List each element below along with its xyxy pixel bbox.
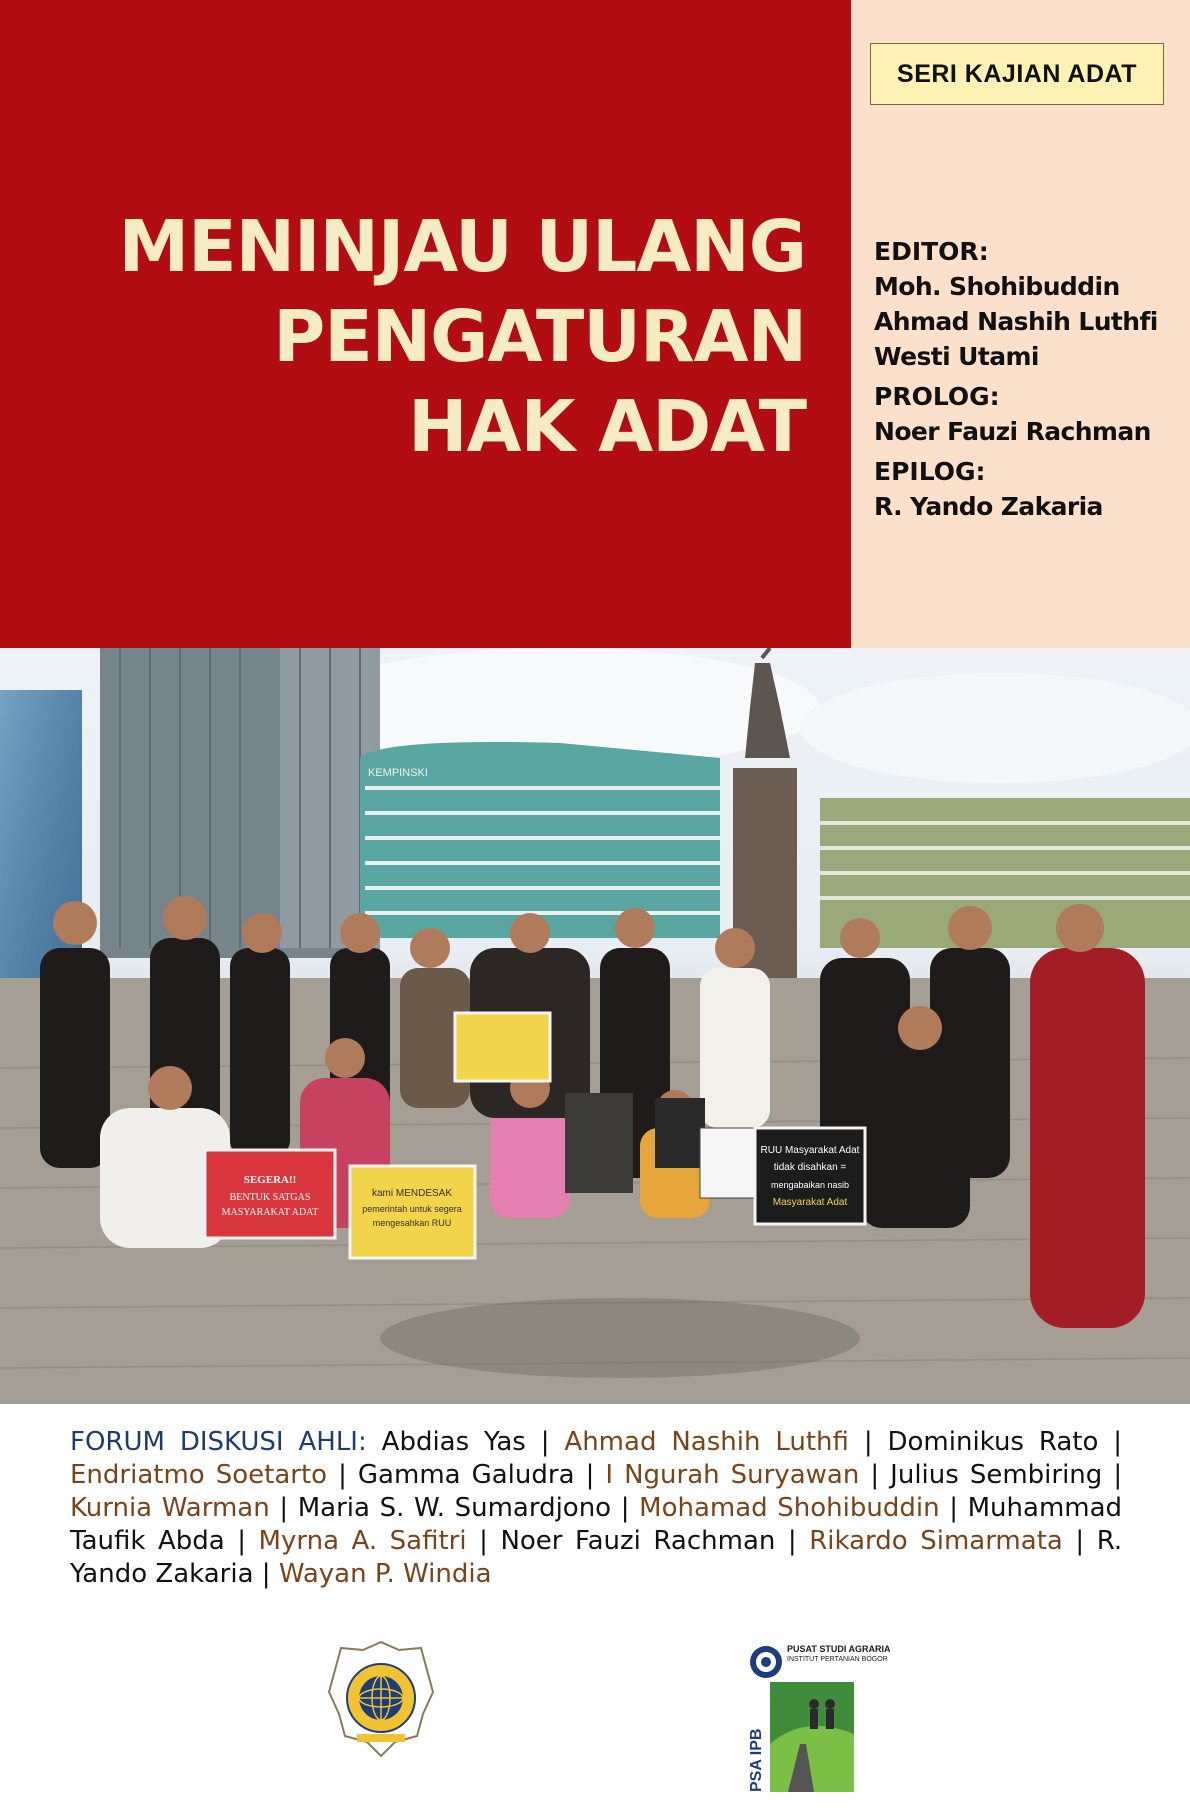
forum-expert-name: Mohamad Shohibuddin: [639, 1493, 940, 1523]
svg-text:pemerintah untuk segera: pemerintah untuk segera: [362, 1204, 462, 1214]
forum-separator: |: [1113, 1427, 1123, 1457]
series-badge: SERI KAJIAN ADAT: [870, 43, 1164, 105]
forum-expert-name: Muhammad Taufik Abda: [70, 1493, 1123, 1556]
forum-separator: |: [479, 1526, 488, 1556]
expert-forum-list: [70, 1426, 1122, 1591]
title-line-1: MENINJAU ULANG: [118, 205, 806, 288]
forum-separator: |: [338, 1460, 347, 1490]
ministry-logo: [327, 1638, 435, 1760]
editor-name: Moh. Shohibuddin: [874, 272, 1120, 301]
forum-expert-name: Abdias Yas: [381, 1427, 526, 1457]
forum-separator: |: [949, 1493, 958, 1523]
forum-expert-name: Endriatmo Soetarto: [70, 1460, 328, 1490]
svg-text:kami MENDESAK: kami MENDESAK: [371, 1188, 453, 1199]
title-block: [0, 0, 851, 648]
forum-separator: |: [787, 1526, 797, 1556]
forum-lead: FORUM DISKUSI AHLI:: [70, 1427, 367, 1457]
editor-name: Ahmad Nashih Luthfi: [874, 307, 1158, 336]
forum-separator: |: [1075, 1526, 1085, 1556]
forum-separator: |: [585, 1460, 595, 1490]
forum-expert-name: I Ngurah Suryawan: [605, 1460, 860, 1490]
forum-separator: |: [540, 1427, 550, 1457]
forum-separator: |: [261, 1559, 271, 1589]
psa-ipb-vertical-label: PSA IPB: [748, 1728, 765, 1792]
forum-expert-name: Dominikus Rato: [887, 1427, 1099, 1457]
svg-text:BENTUK SATGAS: BENTUK SATGAS: [229, 1192, 311, 1203]
forum-expert-name: Noer Fauzi Rachman: [500, 1526, 776, 1556]
epilog-author: R. Yando Zakaria: [874, 492, 1103, 521]
prolog-label: PROLOG:: [874, 382, 1000, 411]
cover-photo: [0, 648, 1190, 1404]
protest-photo-illustration: [0, 648, 1190, 1404]
svg-text:SEGERA!!: SEGERA!!: [243, 1174, 297, 1186]
title-line-3: HAK ADAT: [408, 385, 806, 468]
forum-expert-name: Gamma Galudra: [357, 1460, 575, 1490]
svg-text:MASYARAKAT ADAT: MASYARAKAT ADAT: [221, 1207, 319, 1218]
svg-text:tidak disahkan =: tidak disahkan =: [773, 1162, 847, 1173]
forum-expert-name: Kurnia Warman: [70, 1493, 270, 1523]
prolog-author: Noer Fauzi Rachman: [874, 417, 1151, 446]
svg-text:mengabaikan nasib: mengabaikan nasib: [770, 1180, 850, 1190]
forum-separator: |: [237, 1526, 246, 1556]
svg-text:mengesahkan RUU: mengesahkan RUU: [372, 1218, 452, 1228]
title-line-2: PENGATURAN: [273, 295, 806, 378]
psa-logo-subtitle: INSTITUT PERTANIAN BOGOR: [787, 1656, 888, 1663]
forum-expert-name: Myrna A. Safitri: [258, 1526, 467, 1556]
forum-expert-name: R. Yando Zakaria: [70, 1526, 1123, 1589]
epilog-label: EPILOG:: [874, 457, 986, 486]
editor-name: Westi Utami: [874, 342, 1039, 371]
forum-expert-name: Ahmad Nashih Luthfi: [564, 1427, 849, 1457]
editor-label: EDITOR:: [874, 237, 989, 266]
forum-separator: |: [863, 1427, 873, 1457]
forum-expert-name: Wayan P. Windia: [278, 1559, 492, 1589]
forum-expert-name: Julius Sembiring: [890, 1460, 1103, 1490]
forum-expert-name: Rikardo Simarmata: [809, 1526, 1063, 1556]
psa-logo-title: PUSAT STUDI AGRARIA: [787, 1644, 891, 1654]
forum-separator: |: [279, 1493, 289, 1523]
building-sign: KEMPINSKI: [368, 767, 428, 779]
forum-separator: |: [1113, 1460, 1123, 1490]
svg-text:Masyarakat Adat: Masyarakat Adat: [772, 1197, 848, 1208]
psa-ipb-logo: [744, 1644, 854, 1794]
forum-separator: |: [620, 1493, 630, 1523]
svg-text:RUU Masyarakat Adat: RUU Masyarakat Adat: [760, 1145, 860, 1156]
forum-expert-name: Maria S. W. Sumardjono: [297, 1493, 612, 1523]
book-title: [118, 205, 806, 478]
credits-list: [874, 234, 1184, 524]
forum-separator: |: [870, 1460, 880, 1490]
